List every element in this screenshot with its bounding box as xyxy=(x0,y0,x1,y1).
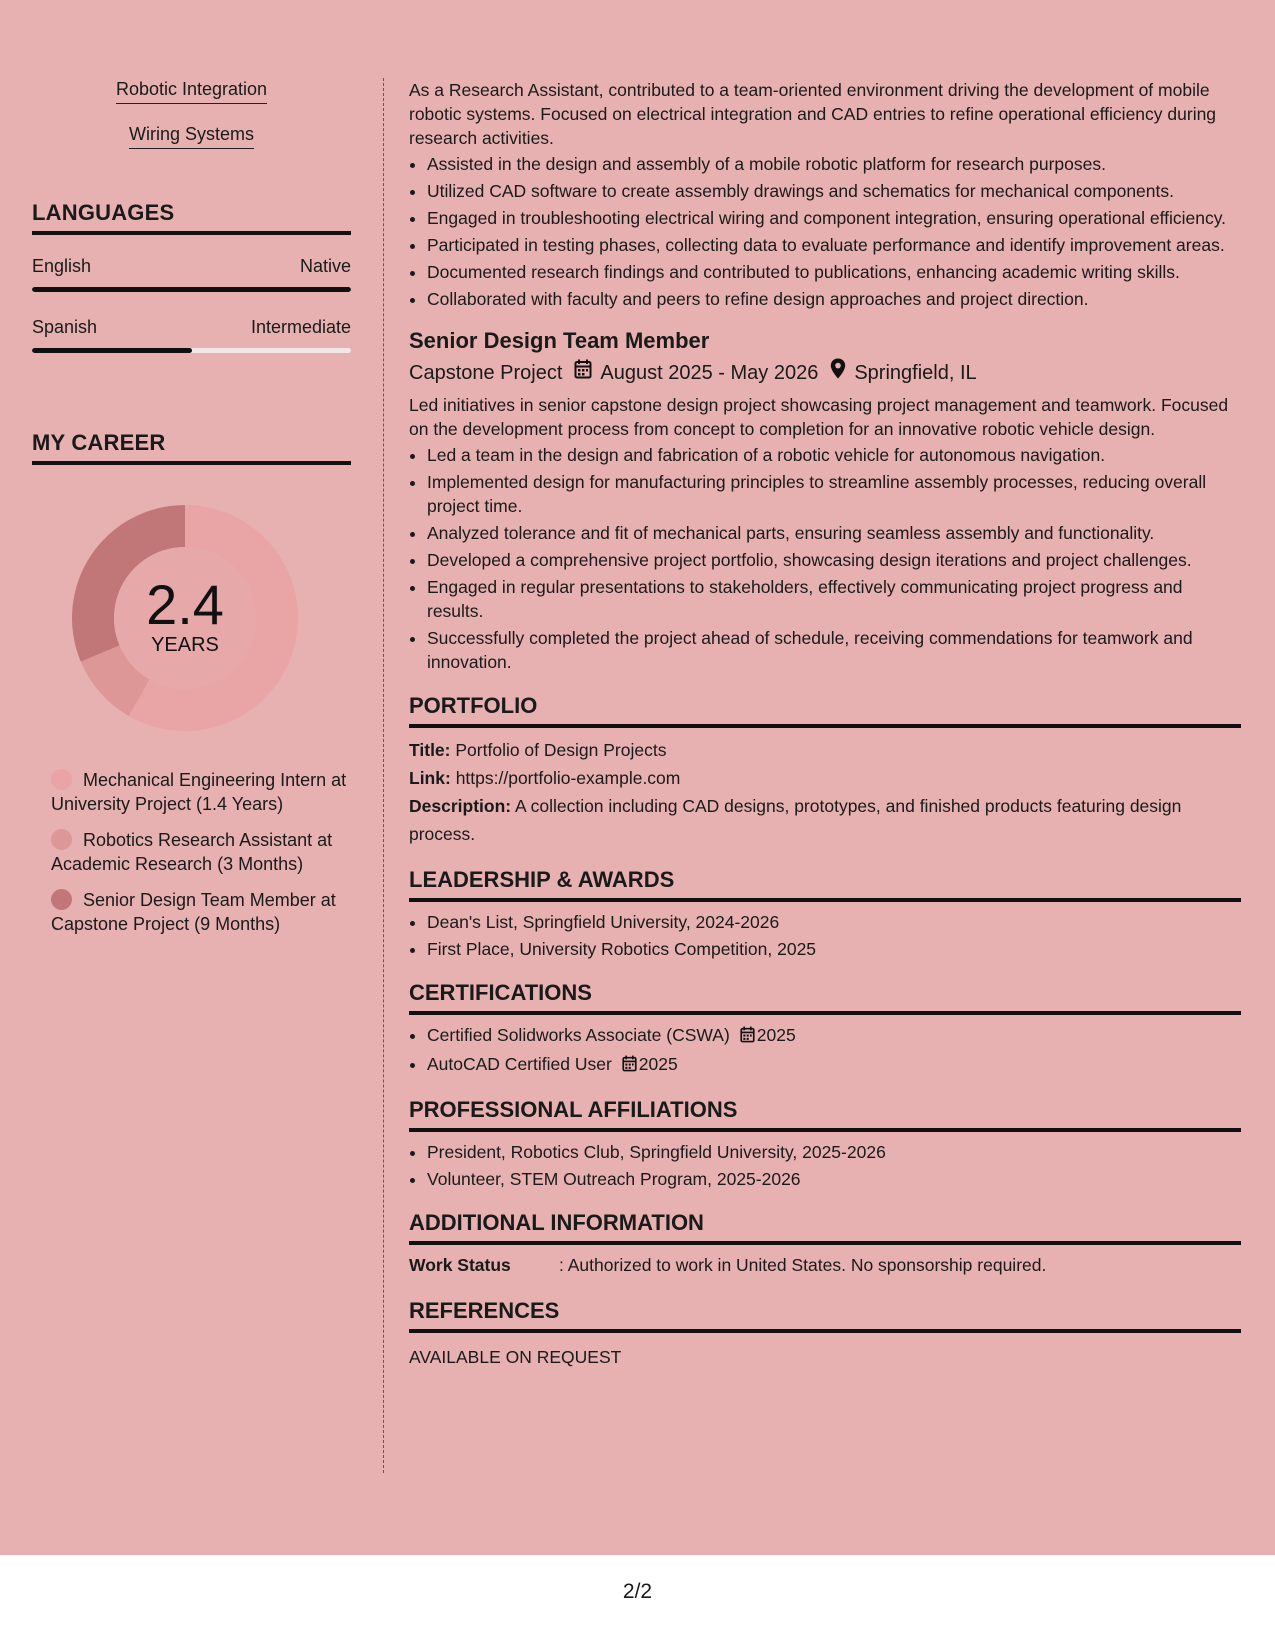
references-section xyxy=(409,1297,1241,1371)
career-legend-item xyxy=(32,828,351,876)
legend-dot xyxy=(51,769,72,790)
work-status-row xyxy=(409,1251,1241,1279)
certification-name: AutoCAD Certified User xyxy=(427,1054,612,1074)
career-total-value: 2.4 xyxy=(146,573,224,636)
legend-dot xyxy=(51,889,72,910)
bullet-item: • Utilized CAD software to create assembly drawings and schematics for mechanical components. xyxy=(427,179,1241,203)
bullet-item: • Successfully completed the project ahead of schedule, receiving commendations for teamwork and innovation. xyxy=(427,626,1241,674)
column-divider xyxy=(383,78,384,1473)
research-bullets xyxy=(409,152,1241,311)
awards-heading: LEADERSHIP & AWARDS xyxy=(409,866,1241,902)
affiliations-section xyxy=(409,1096,1241,1191)
work-status-value: : Authorized to work in United States. No sponsorship required. xyxy=(559,1255,1047,1275)
portfolio-link-label: Link: xyxy=(409,768,451,788)
work-status-label: Work Status xyxy=(409,1255,511,1275)
language-level: Intermediate xyxy=(250,317,351,337)
career-legend xyxy=(32,768,351,936)
language-item xyxy=(32,255,351,292)
job-title: Senior Design Team Member xyxy=(409,328,710,353)
bullet-item: • President, Robotics Club, Springfield University, 2025-2026 xyxy=(427,1140,1241,1164)
bullet-item: • Implemented design for manufacturing principles to streamline assembly processes, reducing overall project time. xyxy=(427,470,1241,518)
bullet-item: • Collaborated with faculty and peers to refine design approaches and project direction. xyxy=(427,287,1241,311)
senior-design-entry xyxy=(409,327,1241,674)
portfolio-description-label: Description: xyxy=(409,796,512,816)
affiliations-heading: PROFESSIONAL AFFILIATIONS xyxy=(409,1096,1241,1132)
career-legend-label: Senior Design Team Member at Capstone Project (9 Months) xyxy=(51,890,336,934)
portfolio-title-label: Title: xyxy=(409,740,451,760)
references-text: AVAILABLE ON REQUEST xyxy=(409,1347,622,1367)
language-proficiency-fill xyxy=(32,348,192,353)
language-proficiency-bar xyxy=(32,348,351,353)
references-heading: REFERENCES xyxy=(409,1297,1241,1333)
certifications-list xyxy=(409,1023,1241,1078)
bullet-item: • First Place, University Robotics Competition, 2025 xyxy=(427,937,1241,961)
job-location: Springfield, IL xyxy=(854,361,977,384)
research-summary: As a Research Assistant, contributed to a team-oriented environment driving the development of mobile robotic systems. Focused on electrical integration and CAD entries to refine operational efficiency during research activities. xyxy=(409,80,1217,148)
page-footer xyxy=(0,1555,1275,1650)
certification-item xyxy=(427,1052,1241,1078)
language-level: Native xyxy=(299,256,351,276)
skills-list xyxy=(32,78,351,149)
job-company: Capstone Project xyxy=(409,361,563,384)
career-legend-label: Robotics Research Assistant at Academic Research (3 Months) xyxy=(51,830,333,874)
job-meta xyxy=(409,358,1241,387)
skill-tag: Wiring Systems xyxy=(129,123,254,149)
language-name: Spanish xyxy=(32,317,98,337)
calendar-icon xyxy=(740,1025,755,1049)
language-proficiency-fill xyxy=(32,287,351,292)
bullet-item: • Analyzed tolerance and fit of mechanical parts, ensuring seamless assembly and functionality. xyxy=(427,521,1241,545)
certification-name: Certified Solidworks Associate (CSWA) xyxy=(427,1025,730,1045)
languages-section xyxy=(32,200,351,353)
portfolio-heading: PORTFOLIO xyxy=(409,692,1241,728)
career-donut-chart xyxy=(65,498,305,738)
career-legend-label: Mechanical Engineering Intern at University Project (1.4 Years) xyxy=(51,770,347,814)
certifications-heading: CERTIFICATIONS xyxy=(409,979,1241,1015)
portfolio-description: A collection including CAD designs, prototypes, and finished products featuring design process. xyxy=(409,796,1182,844)
portfolio-link[interactable]: https://portfolio-example.com xyxy=(455,768,681,788)
languages-heading: LANGUAGES xyxy=(32,200,351,235)
calendar-icon xyxy=(574,359,592,387)
portfolio-description-row xyxy=(409,792,1241,848)
bullet-item: • Engaged in regular presentations to stakeholders, effectively communicating project progress and results. xyxy=(427,575,1241,623)
language-proficiency-bar xyxy=(32,287,351,292)
bullet-item: • Led a team in the design and fabrication of a robotic vehicle for autonomous navigation. xyxy=(427,443,1241,467)
career-legend-item xyxy=(32,888,351,936)
certification-item xyxy=(427,1023,1241,1049)
right-column xyxy=(409,78,1241,1371)
certification-year: 2025 xyxy=(756,1025,796,1045)
portfolio-section xyxy=(409,692,1241,848)
bullet-item: • Participated in testing phases, collecting data to evaluate performance and identify improvement areas. xyxy=(427,233,1241,257)
legend-dot xyxy=(51,829,72,850)
career-heading: MY CAREER xyxy=(32,430,351,465)
bullet-item: • Assisted in the design and assembly of a mobile robotic platform for research purposes. xyxy=(427,152,1241,176)
certification-year: 2025 xyxy=(638,1054,678,1074)
career-total-unit: YEARS xyxy=(151,634,219,656)
portfolio-link-row xyxy=(409,764,1241,792)
career-section xyxy=(32,430,351,936)
certifications-section xyxy=(409,979,1241,1078)
senior-summary: Led initiatives in senior capstone design project showcasing project management and teamwork. Focused on the development process from concept to completion for an innovative robotic vehicle design. xyxy=(409,395,1229,439)
senior-bullets xyxy=(409,443,1241,674)
bullet-item: • Engaged in troubleshooting electrical wiring and component integration, ensuring operational efficiency. xyxy=(427,206,1241,230)
awards-list xyxy=(409,910,1241,961)
affiliations-list xyxy=(409,1140,1241,1191)
additional-info-section xyxy=(409,1209,1241,1279)
bullet-item: • Volunteer, STEM Outreach Program, 2025-2026 xyxy=(427,1167,1241,1191)
career-legend-item xyxy=(32,768,351,816)
awards-section xyxy=(409,866,1241,961)
bullet-item: • Dean's List, Springfield University, 2024-2026 xyxy=(427,910,1241,934)
bullet-item: • Developed a comprehensive project portfolio, showcasing design iterations and project challenges. xyxy=(427,548,1241,572)
skill-tag: Robotic Integration xyxy=(116,78,267,104)
language-name: English xyxy=(32,256,92,276)
portfolio-title-row xyxy=(409,736,1241,764)
bullet-item: • Documented research findings and contributed to publications, enhancing academic writing skills. xyxy=(427,260,1241,284)
portfolio-title: Portfolio of Design Projects xyxy=(455,740,667,760)
job-dates: August 2025 - May 2026 xyxy=(600,361,819,384)
calendar-icon xyxy=(622,1054,637,1078)
research-assistant-entry xyxy=(409,78,1241,311)
page-number: 2/2 xyxy=(622,1580,653,1603)
location-pin-icon xyxy=(830,358,846,387)
additional-info-heading: ADDITIONAL INFORMATION xyxy=(409,1209,1241,1245)
left-column xyxy=(32,78,351,948)
language-item xyxy=(32,316,351,353)
